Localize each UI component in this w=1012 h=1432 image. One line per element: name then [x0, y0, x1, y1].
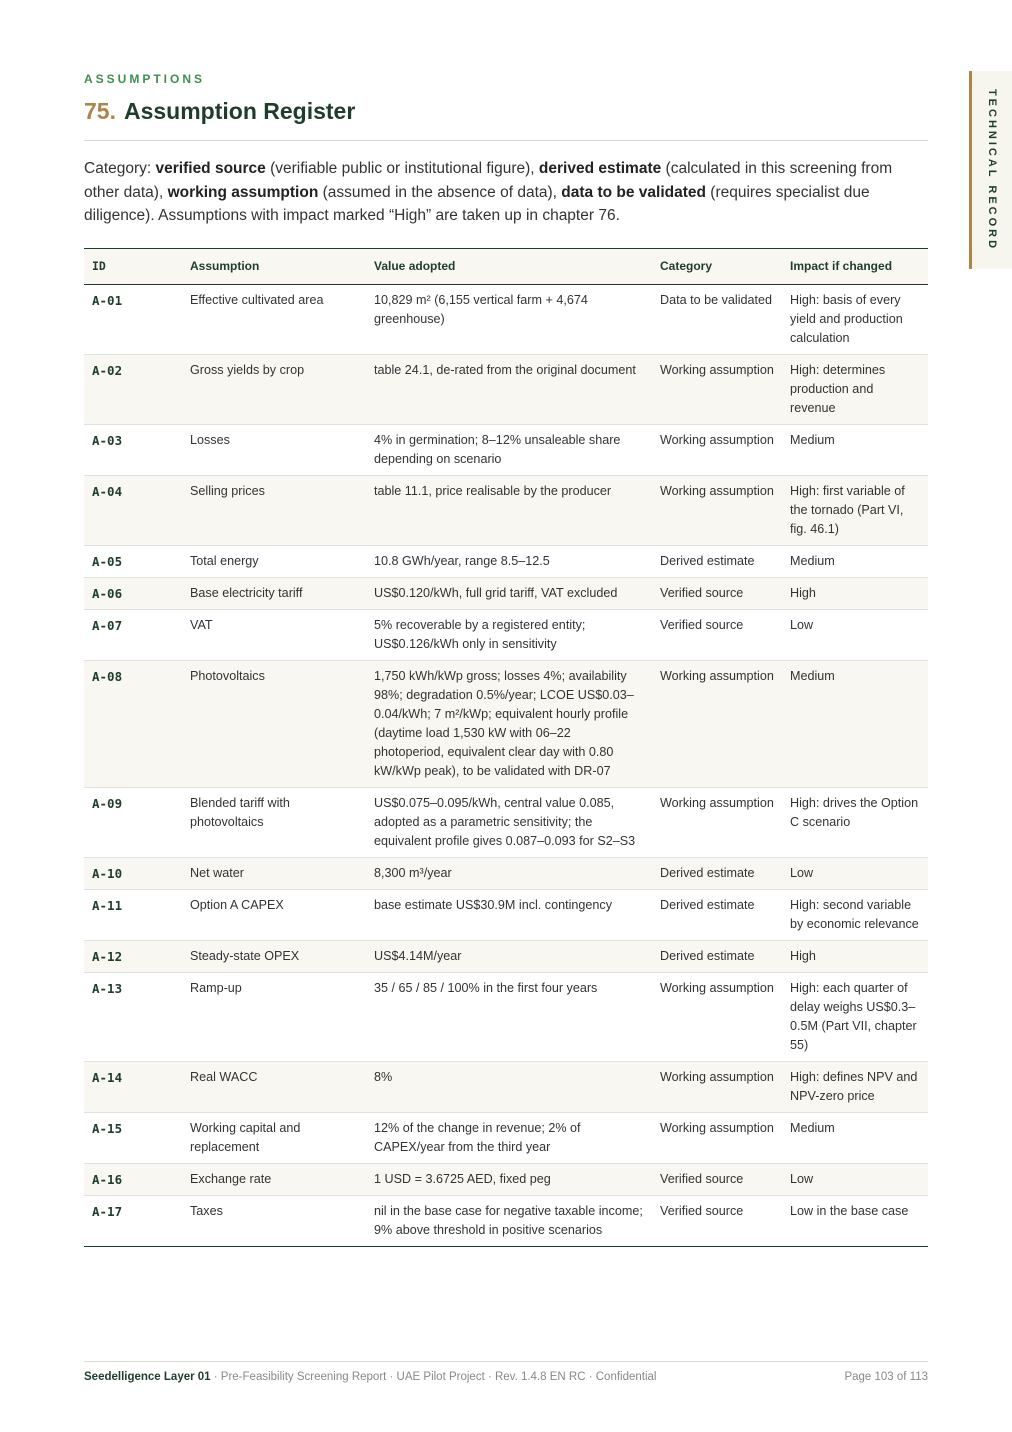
cell-category: Working assumption [660, 1121, 774, 1135]
cell-impact: Low in the base case [790, 1204, 909, 1218]
column-header-id: ID [92, 259, 106, 273]
cell-impact: Medium [790, 554, 835, 568]
cell-value: US$0.075–0.095/kWh, central value 0.085, adopted as a parametric sensitivity; the equivalent profile gives 0.087–0.093 for S2–S3 [374, 796, 636, 848]
intro-text: (calculated in this screening from other data), [84, 160, 893, 201]
table-row [84, 890, 928, 941]
cell-id: A-17 [92, 1204, 123, 1219]
table-row [84, 788, 928, 858]
cell-assumption: Blended tariff with photovoltaics [190, 796, 290, 829]
cell-assumption: Total energy [190, 554, 259, 568]
footer-divider [84, 1361, 928, 1362]
cell-value: 10.8 GWh/year, range 8.5–12.5 [374, 554, 550, 568]
intro-term: working assumption [167, 183, 319, 201]
cell-value: 1,750 kWh/kWp gross; losses 4%; availability 98%; degradation 0.5%/year; LCOE US$0.03–0.04/kWh; 7 m²/kWp; equivalent hourly profile (daytime load 1,530 kW with 06–22 photoperiod, equivalent clear day with 0.80 kW/kWp peak), to be validated with DR-07 [374, 669, 634, 778]
cell-category: Working assumption [660, 796, 774, 810]
chapter-title: Assumption Register [123, 98, 356, 124]
cell-category: Derived estimate [660, 898, 755, 912]
column-header-value: Value adopted [374, 259, 456, 273]
cell-value: 5% recoverable by a registered entity; US$0.126/kWh only in sensitivity [374, 618, 586, 651]
cell-assumption: Working capital and replacement [190, 1121, 301, 1154]
table-row [84, 546, 928, 578]
cell-assumption: Steady-state OPEX [190, 949, 300, 963]
cell-category: Working assumption [660, 363, 774, 377]
column-header-assumption: Assumption [190, 259, 260, 273]
cell-value: table 11.1, price realisable by the producer [374, 484, 612, 498]
cell-value: US$0.120/kWh, full grid tariff, VAT excluded [374, 586, 618, 600]
cell-id: A-06 [92, 586, 123, 601]
cell-category: Working assumption [660, 1070, 774, 1084]
cell-impact: High: defines NPV and NPV-zero price [790, 1070, 918, 1103]
cell-id: A-05 [92, 554, 123, 569]
cell-value: table 24.1, de-rated from the original document [374, 363, 636, 377]
cell-impact: Low [790, 866, 814, 880]
cell-assumption: Photovoltaics [190, 669, 265, 683]
intro-paragraph [84, 157, 928, 228]
cell-assumption: Exchange rate [190, 1172, 272, 1186]
cell-impact: High: first variable of the tornado (Part VI, fig. 46.1) [790, 484, 905, 536]
table-row [84, 661, 928, 788]
cell-impact: High [790, 949, 816, 963]
cell-category: Data to be validated [660, 293, 773, 307]
cell-value: 8,300 m³/year [374, 866, 452, 880]
cell-impact: Medium [790, 1121, 835, 1135]
intro-term: data to be validated [561, 183, 706, 201]
cell-category: Derived estimate [660, 554, 755, 568]
title-divider [84, 140, 928, 141]
cell-category: Verified source [660, 586, 744, 600]
cell-id: A-04 [92, 484, 123, 499]
cell-impact: High [790, 586, 816, 600]
cell-category: Verified source [660, 1204, 744, 1218]
cell-id: A-14 [92, 1070, 123, 1085]
intro-text: (verifiable public or institutional figure), [265, 160, 539, 177]
cell-impact: High: each quarter of delay weighs US$0.3–0.5M (Part VII, chapter 55) [790, 981, 917, 1052]
table-row [84, 1196, 928, 1247]
cell-id: A-10 [92, 866, 123, 881]
cell-id: A-11 [92, 898, 123, 913]
cell-value: 10,829 m² (6,155 vertical farm + 4,674 greenhouse) [374, 293, 588, 326]
column-header-category: Category [660, 259, 713, 273]
table-header-row [84, 249, 928, 285]
table-row [84, 1164, 928, 1196]
footer-left [84, 1371, 656, 1383]
cell-category: Derived estimate [660, 949, 755, 963]
cell-assumption: Option A CAPEX [190, 898, 284, 912]
table-row [84, 578, 928, 610]
cell-impact: Medium [790, 669, 835, 683]
side-tab [969, 71, 1012, 269]
cell-id: A-15 [92, 1121, 123, 1136]
intro-text: (requires specialist due diligence). Assumptions with impact marked “High” are taken up in chapter 76. [84, 183, 870, 224]
table-row [84, 941, 928, 973]
cell-assumption: Effective cultivated area [190, 293, 324, 307]
cell-value: US$4.14M/year [374, 949, 462, 963]
intro-term: derived estimate [538, 160, 662, 177]
cell-category: Derived estimate [660, 866, 755, 880]
intro-text: Category: [84, 160, 156, 177]
cell-id: A-13 [92, 981, 123, 996]
intro-text: (assumed in the absence of data), [318, 183, 562, 201]
cell-value: base estimate US$30.9M incl. contingency [374, 898, 613, 912]
cell-category: Working assumption [660, 981, 774, 995]
page-footer [84, 1371, 928, 1383]
cell-assumption: Base electricity tariff [190, 586, 303, 600]
cell-assumption: Ramp-up [190, 981, 242, 995]
assumption-register-table [84, 248, 928, 1247]
cell-id: A-16 [92, 1172, 123, 1187]
side-tab-label: TECHNICAL RECORD [986, 88, 998, 252]
cell-assumption: VAT [190, 618, 213, 632]
cell-assumption: Gross yields by crop [190, 363, 305, 377]
cell-value: 4% in germination; 8–12% unsaleable share depending on scenario [374, 433, 621, 466]
cell-category: Verified source [660, 618, 744, 632]
cell-assumption: Real WACC [190, 1070, 258, 1084]
cell-id: A-03 [92, 433, 123, 448]
cell-category: Verified source [660, 1172, 744, 1186]
chapter-number: 75. [84, 98, 116, 124]
section-kicker: ASSUMPTIONS [84, 72, 206, 86]
cell-assumption: Losses [190, 433, 230, 447]
cell-impact: High: basis of every yield and production calculation [790, 293, 903, 345]
cell-id: A-02 [92, 363, 123, 378]
cell-id: A-07 [92, 618, 123, 633]
table-row [84, 1113, 928, 1164]
cell-impact: Medium [790, 433, 835, 447]
cell-impact: High: drives the Option C scenario [790, 796, 919, 829]
table-row [84, 425, 928, 476]
cell-value: nil in the base case for negative taxable income; 9% above threshold in positive scenarios [374, 1204, 643, 1237]
cell-value: 35 / 65 / 85 / 100% in the first four years [374, 981, 598, 995]
column-header-impact: Impact if changed [790, 259, 893, 273]
cell-category: Working assumption [660, 433, 774, 447]
cell-value: 1 USD = 3.6725 AED, fixed peg [374, 1172, 551, 1186]
cell-impact: High: second variable by economic relevance [790, 898, 919, 931]
cell-impact: Low [790, 1172, 814, 1186]
table-row [84, 476, 928, 546]
page-number: Page 103 of 113 [844, 1371, 928, 1383]
cell-value: 12% of the change in revenue; 2% of CAPEX/year from the third year [374, 1121, 581, 1154]
footer-brand: Seedelligence Layer 01 [84, 1371, 211, 1383]
page-title [84, 98, 355, 125]
cell-id: A-08 [92, 669, 123, 684]
cell-id: A-09 [92, 796, 123, 811]
table-row [84, 285, 928, 355]
table-row [84, 610, 928, 661]
cell-assumption: Taxes [190, 1204, 223, 1218]
table-row [84, 355, 928, 425]
cell-impact: High: determines production and revenue [790, 363, 886, 415]
table-body [84, 285, 928, 1247]
cell-assumption: Net water [190, 866, 244, 880]
footer-meta: · Pre-Feasibility Screening Report · UAE Pilot Project · Rev. 1.4.8 EN RC · Confidential [210, 1371, 657, 1383]
table-row [84, 858, 928, 890]
cell-value: 8% [374, 1070, 393, 1084]
cell-category: Working assumption [660, 484, 774, 498]
intro-term: verified source [155, 160, 266, 177]
table-row [84, 1062, 928, 1113]
cell-impact: Low [790, 618, 814, 632]
cell-assumption: Selling prices [190, 484, 265, 498]
cell-category: Working assumption [660, 669, 774, 683]
cell-id: A-01 [92, 293, 123, 308]
table-row [84, 973, 928, 1062]
cell-id: A-12 [92, 949, 123, 964]
